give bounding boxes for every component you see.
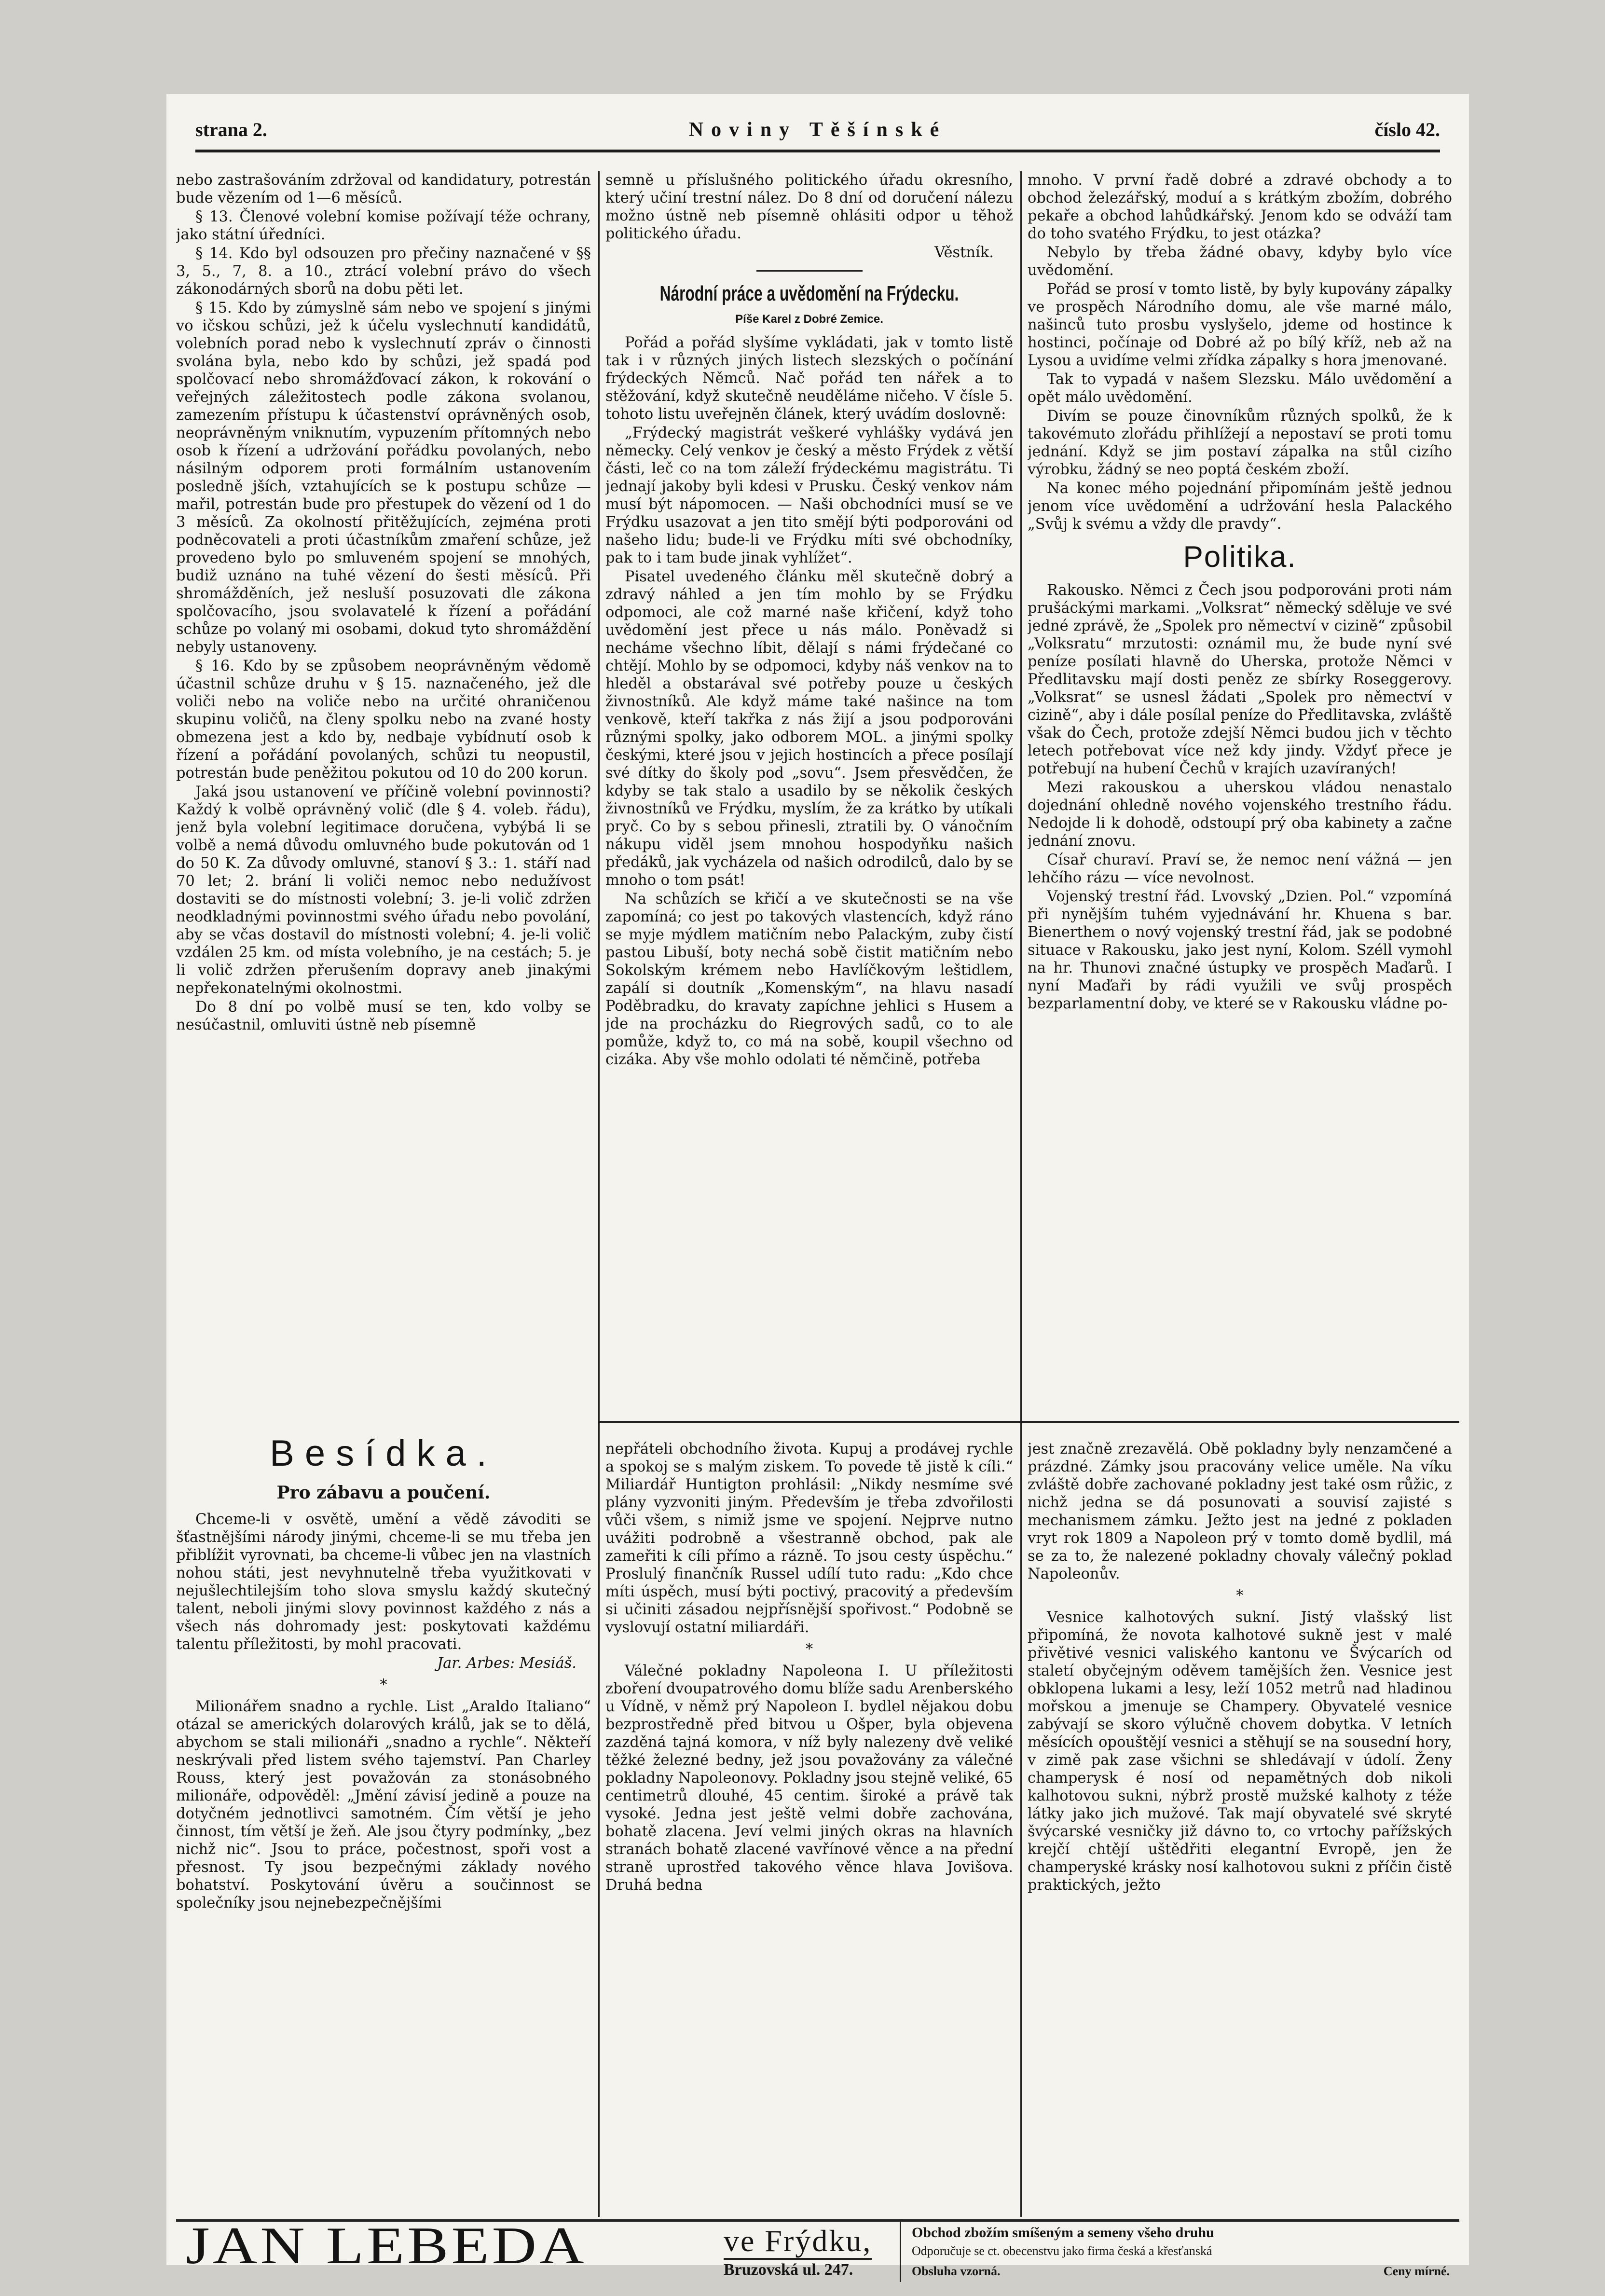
paragraph: nebo zastrašováním zdržoval od kandidatury, potrestán bude vězením od 1—6 měsíců. — [176, 172, 591, 206]
paragraph: Chceme-li v osvětě, umění a vědě závoditi se šťastnějšími národy jinými, chceme-li se mu třeba jen přiblížit vyrovnati, ba chceme-li vůbec jen na vlastních nohou státi, jest nevyhnutelně třeba využitkovati v nejušlechtilejším toho slova smyslu každý skutečný talent, neboli jinými slovy povinnost každého z nás a všech nás dohromady jest: poskytovati každému talentu příležitosti, by mohl pracovati. — [176, 1511, 591, 1653]
ad-line-1: Obchod zbožím smíšeným a semeny všeho druhu — [912, 2225, 1214, 2241]
paragraph: semně u příslušného politického úřadu okresního, který učiní trestní nález. Do 8 dní od doručení nálezu možno ústně neb písemně ohlásiti odpor u těhož politického úřadu. — [605, 172, 1013, 242]
column-3 — [1028, 171, 1452, 1411]
separator-star: * — [1236, 1587, 1244, 1604]
paragraph: Císař churaví. Praví se, že nemoc není vážná — jen lehčího rázu — více nevolnost. — [1028, 852, 1452, 886]
newspaper-title: Noviny Těšínské — [688, 119, 947, 141]
paragraph: Jaká jsou ustanovení ve příčině volební povinnosti? Každý k volbě oprávněný volič (dle § 4. voleb. řádu), jenž byla volební legitimace doručena, vybýbá li se volbě a nemá důvodu omluvného bude pokutován od 1 do 50 K. Za důvody omluvné, stanoví § 3.: 1. stáří nad 70 let; 2. brání li voliči nemoc nebo nedužívost dostaviti se do místnosti volební; 3. je-li volič zdržen neodkladnými povinnostmi svého úřadu nebo povolání, aby se včas dostavil do místnosti volební; 4. je-li volič vzdálen 25 km. od místa volebního, je na cestách; 5. je li volič zdržen přerušením dopravy aneb jinakými nepřekonatelnými okolnostmi. — [176, 784, 591, 997]
ad-line-3-right: Ceny mírné. — [1383, 2264, 1450, 2278]
issue-number: číslo 42. — [1374, 119, 1440, 140]
ad-line-3: Obsluha vzorná. — [912, 2264, 1001, 2278]
newspaper-page — [166, 94, 1469, 2279]
page-number: strana 2. — [195, 119, 267, 140]
feuilleton-rule — [598, 1421, 1459, 1423]
scan-border-top — [0, 0, 1605, 94]
column-rule — [598, 1421, 600, 2217]
separator-star: * — [805, 1641, 813, 1658]
paragraph: jest značně zrezavělá. Obě pokladny byly nenzamčené a prázdné. Zámky jsou pracovány velice uměle. Na víku zvláště dobře zachované pokladny jest také osm růžic, z nichž jedna se dá posunovati a souvisí zajisté s mechanismem zámku. Ježto jest na jedné z pokladen vryt rok 1809 a Napoleon prý v tomto domě bydlil, má se za to, že nalezené pokladny chovaly válečný poklad Napoleonův. — [1028, 1441, 1452, 1582]
quote-author: Jar. Arbes: Mesiáš. — [437, 1655, 576, 1672]
ad-town-text: ve Frýdku, — [724, 2224, 872, 2260]
paragraph: § 15. Kdo by zúmyslně sám nebo ve spojení s jinými vo ičskou schůzi, jež k účelu vyslechnutí kandidátů, volebních porad nebo k vyslechnutí zpráv o činnosti svolána byla, nebo kdo by schůzi, jež spadá pod spolčovací nebo shromážďovací zákon, k rokování o veřejných záležitostech podle zákona svolanou, zamezením přístupu k účastenství oprávněných osob, neoprávněným vniknutím, vypuzením přítomných nebo osob k řízení a udržování pořádku povolaných, nebo násilným odporem proti formálním ustanovením posledně jších, vztahujících se k postupu schůze — mařil, potrestán bude pro přestupek do vězení od 1 do 3 měsíců. Za okolností přitěžujících, zejména proti podněcovateli a proti účastníkům zmaření schůze, jež provedeno bylo po smluveném spojení se mnohých, budiž uznáno na tuhé vězení do šesti měsíců. Při shromážděních, jež nesluší posuzovati dle zákona spolčovacího, jsou svolavatelé k řízení a pořádání schůze po volaný mi osobami, dokud tyto shromáždění nebyly ustanoveny. — [176, 300, 591, 656]
advertisement — [176, 2216, 1459, 2279]
ad-divider — [900, 2222, 901, 2282]
column-1 — [176, 171, 591, 1421]
scan-border-left — [0, 0, 166, 2296]
paragraph: Vesnice kalhotových sukní. Jistý vlašský list připomíná, že novota kalhotové sukně jest v malé přivětivé vesnici valiského kantonu ve Švýcarích od staletí obyčejným oděvem tamějších žen. Vesnice jest obklopena lukami a lesy, leží 1052 metrů nad hladinou mořskou a jmenuje se Champery. Obyvatelé vesnice zabývají se skoro výlučně chovem dobytka. V letních měsících opouštějí vesnici a stěhují se na sousední hory, v zimě pak zase všichni se shledávají v údolí. Ženy champerysk é nosí od nepamětných dob nikoli kalhotovou sukni, nýbrž prostě mužské kalhoty z téže látky jako jich mužové. Tak mají obyvatelé své skryté švýcarské vesničky již dávno to, co vrtochy pařížských krejčí chtějí uštědřiti elegantní Evropě, jen že champeryské krásky nosí kalhotovou sukni z příčin čistě praktických, ježto — [1028, 1609, 1452, 1894]
separator-star: * — [380, 1677, 387, 1693]
column-rule — [1020, 1421, 1022, 2217]
paragraph: Na konec mého pojednání připomínám ještě jednou jenom více uvědomění a udržování hesla Palackého „Svůj k svému a vždy dle pravdy“. — [1028, 480, 1452, 533]
paragraph: Divím se pouze činovníkům různých spolků, že k takovémuto zlořádu přihlížejí a nepostaví se proti tomu jednání. Když se jim postaví zápalka na stůl cizího výrobku, žádný se neo poptá českém zboží. — [1028, 408, 1452, 478]
article-divider — [756, 270, 863, 272]
paragraph: „Frýdecký magistrát veškeré vyhlášky vydává jen německy. Celý venkov je český a město Frýdek z větší části, leč co na tom záleží frýdeckému magistrátu. Ti jednají jakoby byli kdesi v Prusku. Český venkov nám musí být nápomocen. — Naši obchodníci musí se ve Frýdku usazovat a jen tito smějí býti podporováni od našeho lidu; bude-li ve Frýdku míti své obchodníky, pak to i tam bude jinak vyhlížet“. — [605, 425, 1013, 566]
paragraph: Vojenský trestní řád. Lvovský „Dzien. Pol.“ vzpomíná při nynějším tuhém vyjednávání hr. Khuena s bar. Bienerthem o nový vojenský trestní řád, jak se podobné situace v Rakousku, jako jest nyní, Kolom. Széll vymohl na hr. Thunovi značné ústupky ve prospěch Maďarů. I nyní Maďaři by rádi využili ve svůj prospěch bezparlamentní doby, ve které se v Rakousku vládne po- — [1028, 888, 1452, 1012]
paragraph: Na schůzích se křičí a ve skutečnosti se na vše zapomíná; co jest po takových vlastencích, když ráno se myje mýdlem matičním nebo Palackým, zuby čistí pastou Libuší, boty nechá sobě čistit matičním nebo Sokolským krémem nebo Havlíčkovým leštidlem, zapálí si doutník „Komenským“, na hlavu nasadí Poděbradku, do kravaty zapíchne jehlici s Husem a jde na procházku do Riegrových sadů, co to ale pomůže, když to, co má na sobě, koupil všechno od cizáka. Aby vše mohlo odolati té němčině, potřeba — [605, 891, 1013, 1068]
header-rule — [195, 150, 1440, 152]
column-rule — [598, 171, 600, 1421]
ad-line-2: Odporučuje se ct. obecenstvu jako firma česká a křesťanská — [912, 2244, 1212, 2258]
paragraph: Mezi rakouskou a uherskou vládou nenastalo dojednání ohledně nového vojenského trestního řádu. Nedojde li k dohodě, odstoupí prý oba kabinety a začne jednání znovu. — [1028, 779, 1452, 850]
paragraph: Do 8 dní po volbě musí se ten, kdo volby se nesúčastnil, omluviti ústně neb písemně — [176, 999, 591, 1033]
signature: Věstník. — [934, 244, 994, 261]
section-title-politika: Politika. — [1183, 540, 1297, 574]
paragraph: Válečné pokladny Napoleona I. U příležitosti zboření dvoupatrového domu blíže sadu Arenberského u Vídně, v němž prý Napoleon I. bydlel nějakou dobu bezprostředně před bitvou u Ošper, byla objevena zazděná tajná komora, v níž byly nalezeny dvě veliké těžké železné bedny, jež jsou považovány za válečné pokladny Napoleonovy. Pokladny jsou stejně veliké, 65 centimetrů dlouhé, 45 centim. široké a právě tak vysoké. Jedna jest ještě velmi dobře zachována, bohatě zlacena. Jeví velmi jiných okras na hlavních stranách bohatě zlacené vavřínové věnce a na přední straně uprostřed takového věnce hlava Jovišova. Druhá bedna — [605, 1663, 1013, 1894]
article-headline: Národní práce a uvědomění na Frýdecku. — [659, 282, 959, 305]
ad-address: Bruzovská ul. 247. — [724, 2261, 853, 2279]
paragraph: mnoho. V první řadě dobré a zdravé obchody a to obchod železářský, moduí a s krátkým zbožím, dobrého pekaře a obchod lahůdkářský. Jenom kdo se odváží tam do toho svatého Frýdku, to jest otázka? — [1028, 172, 1452, 242]
paragraph: Pořád a pořád slyšíme vykládati, jak v tomto listě tak i v různých jiných listech slezských o počínání frýdeckých Němců. Nač pořád ten nářek a to stěžování, když skutečně neuděláme ničeho. V čísle 5. tohoto listu uveřejněn článek, který uvádím doslovně: — [605, 334, 1013, 423]
besidka-subtitle: Pro zábavu a poučení. — [276, 1483, 491, 1503]
paragraph: nepřáteli obchodního života. Kupuj a prodávej rychle a spokoj se s malým ziskem. To povede tě jistě k cíli.“ Miliardář Huntigton prohlásil: „Nikdy nesmíme své plány vyzvoniti jiným. Především je třeba zdvořilosti vůči všem, s nimiž jsme ve spojení. Nejprve nutno uvážiti podrobně a všestranně obchod, pak ale zameřiti k cíli přímo a rázně. To jsou cesty úspěchu.“ Proslulý finančník Russel udílí tuto radu: „Kdo chce míti úspěch, musí býti poctivý, pracovitý a především si učiniti zásadou nejpřísnější spořivost.“ Podobně se vyslovují ostatní miliardáři. — [605, 1441, 1013, 1636]
column-2 — [605, 171, 1013, 1411]
besidka-title: Besídka. — [270, 1433, 497, 1474]
ad-company-name: JAN LEBEDA — [186, 2216, 587, 2275]
paragraph: Rakousko. Němci z Čech jsou podporováni proti nám prušáckými markami. „Volksrat“ německý sděluje ve své jedné zprávě, že „Spolek pro němectví v cizině“ způsobil „Volksratu“ mrzutosti: oznámil mu, že bude nyní své peníze posílati hlavně do Uherska, protože Němci v Předlitavsku mají dosti peněz ze sbírky Roseggerovy. „Volksrat“ se usnesl žádati „Spolek pro němectví v cizině“, aby i dále posílal peníze do Předlitavska, zvláště však do Čech, protože zdejší Němci budou jich v těchto letech potřebovat více než kdy jindy. Vždyť přece je potřebují na hubení Čechů v krajích uzavíraných! — [1028, 582, 1452, 777]
article-byline: Píše Karel z Dobré Zemice. — [735, 313, 883, 326]
column-rule — [1020, 171, 1022, 1421]
paragraph: § 14. Kdo byl odsouzen pro přečiny naznačené v §§ 3, 5., 7, 8. a 10., ztrácí volební právo do všech zákonodárných sborů na dobu pěti let. — [176, 245, 591, 298]
paragraph: Nebylo by třeba žádné obavy, kdyby bylo více uvědomění. — [1028, 244, 1452, 279]
besidka-column-1 — [176, 1426, 591, 2222]
besidka-column-2 — [605, 1440, 1013, 2173]
paragraph: Tak to vypadá v našem Slezsku. Málo uvědomění a opět málo uvědomění. — [1028, 371, 1452, 406]
paragraph: § 16. Kdo by se způsobem neoprávněným vědomě účastnil schůze druhu v § 15. naznačeného, jež dle voliči nebo na voliče nebo na určité ohraničenou skupinu voličů, na členy spolku nebo na zvané hosty obmezena jest a kdo by, nedbaje vybídnutí osob k řízení a pořádání povolaných, schůzi tu neopustil, potrestán bude peněžitou pokutou od 10 do 200 korun. — [176, 658, 591, 782]
besidka-column-3 — [1028, 1440, 1452, 2173]
paragraph: Pořád se prosí v tomto listě, by byly kupovány zápalky ve prospěch Národního domu, ale vše marné málo, našinců tuto prosbu vyslyšelo, jdeme od hostince k hostinci, počínaje od Dobré až po bílý kříž, neb až na Lysou a uvidíme velmi zřídka zápalky s hora jmenované. — [1028, 281, 1452, 369]
ad-town — [724, 2224, 872, 2258]
paragraph: § 13. Členové volební komise požívají téže ochrany, jako státní úředníci. — [176, 208, 591, 243]
scan-border-right — [1469, 0, 1605, 2296]
paragraph: Milionářem snadno a rychle. List „Araldo Italiano“ otázal se amerických dolarových králů, jak se to dělá, abychom se stali milionáři „snadno a rychle“. Někteří neskrývali před listem svého tajemství. Pan Charley Rouss, který jest považován za stonásobného milionáře, odpověděl: „Jmění závisí jedině a pouze na dotyčném jednotlivci samotném. Čím větší je jeho činnost, tím větší je žeň. Ale jsou čtyry podmínky, „bez nichž nic“. Jsou to práce, počestnost, spoři vost a přesnost. Ty jsou bezpečnými základy nového bohatství. Poskytování úvěru a součinnost se společníky jsou nejnebezpečnějšími — [176, 1698, 591, 1911]
paragraph: Pisatel uvedeného článku měl skutečně dobrý a zdravý náhled a jen tím mohlo by se Frýdku odpomoci, ale což marné naše křičení, když toho uvědomění jest přece u nás málo. Poněvadž si necháme všechno líbit, dělají s námi frýdečané co chtějí. Mohlo by se odpomoci, kdyby náš venkov na to hleděl a obstarával své potřeby pouze u českých živnostníků. Ale když máme také našince na tom venkově, kteří takřka z nás žijí a jsou podporováni různými spolky, jako odborem MOL. a jinými spolky českými, které jsou v jejich hostincích a přece posílají své dítky do školy pod „sovu“. Jsem přesvědčen, že kdyby se tak stalo a usadilo by se několik českých živnostníků ve Frýdku, myslím, že za krátko by utíkali pryč. Co by s sebou přinesli, ztratili by. O vánočním nákupu viděl jsem mnohou hospodyňku našich předáků, jak vycházela od našich odrodilců, dalo by se mnoho o tom psát! — [605, 568, 1013, 889]
